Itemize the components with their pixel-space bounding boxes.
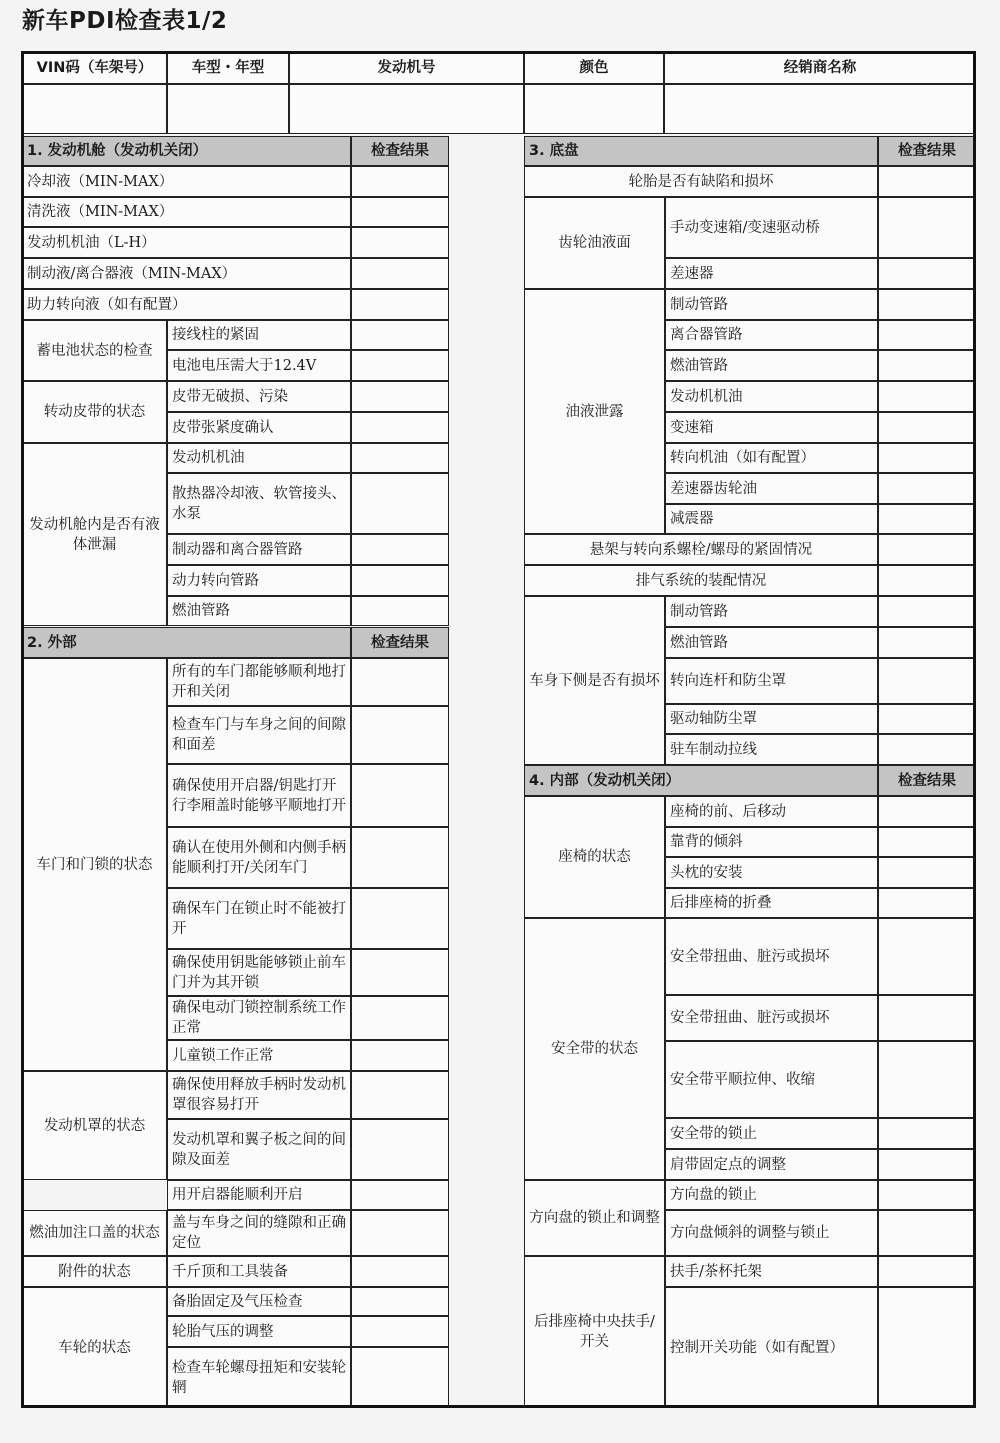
- cell-text: 发动机机油: [670, 388, 743, 405]
- cell-text: 3. 底盘: [529, 143, 579, 159]
- cell-text: 驻车制动拉线: [670, 741, 757, 758]
- cell-text: 2. 外部: [27, 634, 77, 651]
- cell-text: 方向盘的锁止: [670, 1187, 757, 1203]
- cell-text: 肩带固定点的调整: [670, 1156, 786, 1173]
- cell-text: 确保使用钥匙能够锁止前车门并为其开锁: [172, 954, 346, 991]
- cell-text: 变速箱: [670, 419, 714, 436]
- cell-text: 靠背的倾斜: [670, 834, 743, 850]
- cell-text: 制动液/离合器液（MIN-MAX）: [27, 265, 237, 282]
- cell-text: 车门和门锁的状态: [36, 856, 153, 873]
- cell-text: 差速器: [670, 265, 714, 282]
- cell-text: 1. 发动机舱（发动机关闭）: [27, 143, 208, 159]
- cell-text: 确保车门在锁止时不能被打开: [172, 900, 346, 937]
- cell-text: 座椅的状态: [558, 849, 631, 865]
- cell-text: 安全带扭曲、脏污或损坏: [670, 948, 830, 965]
- cell-text: 发动机号: [377, 60, 436, 76]
- cell-text: 检查结果: [371, 634, 429, 651]
- cell-text: 轮胎气压的调整: [172, 1323, 274, 1340]
- cell-text: 发动机罩和翼子板之间的间隙及面差: [172, 1131, 346, 1168]
- cell-text: 发动机舱内是否有液体泄漏: [29, 516, 160, 553]
- cell-text: 燃油管路: [172, 603, 230, 619]
- cell-text: 驱动轴防尘罩: [670, 711, 757, 727]
- cell-text: 检查结果: [371, 143, 429, 159]
- cell-text: 安全带平顺拉伸、收缩: [670, 1071, 815, 1088]
- cell-text: 后排座椅的折叠: [670, 895, 772, 911]
- cell-text: 冷却液（MIN-MAX）: [27, 173, 174, 190]
- cell-text: 控制开关功能（如有配置）: [670, 1339, 844, 1356]
- cell-text: 差速器齿轮油: [670, 480, 757, 497]
- cell-text: 发动机机油（L-H）: [27, 234, 156, 251]
- cell-text: 头枕的安装: [670, 864, 743, 881]
- cell-text: 方向盘的锁止和调整: [529, 1210, 660, 1226]
- cell-text: 盖与车身之间的缝隙和正确定位: [172, 1215, 346, 1251]
- cell-text: 齿轮油液面: [558, 235, 631, 251]
- cell-text: 座椅的前、后移动: [670, 803, 786, 820]
- cell-text: 车轮的状态: [58, 1339, 131, 1356]
- cell-text: 接线柱的紧固: [172, 327, 259, 343]
- cell-text: 油液泄露: [565, 403, 624, 420]
- cell-text: 车型・年型: [191, 60, 265, 76]
- cell-text: 制动器和离合器管路: [172, 541, 303, 558]
- cell-text: 动力转向管路: [172, 572, 259, 589]
- table-frame: [21, 51, 976, 1408]
- cell-text: 转动皮带的状态: [43, 404, 146, 420]
- cell-text: 皮带张紧度确认: [172, 419, 274, 436]
- cell-text: 皮带无破损、污染: [172, 388, 288, 405]
- cell-text: 转向连杆和防尘罩: [670, 673, 786, 689]
- cell-text: 转向机油（如有配置）: [670, 450, 815, 466]
- cell-text: 燃油管路: [670, 357, 728, 374]
- cell-text: 确保电动门锁控制系统工作正常: [172, 1000, 346, 1036]
- cell-text: 确认在使用外侧和内侧手柄能顺利打开/关闭车门: [172, 839, 346, 876]
- cell-text: 4. 内部（发动机关闭）: [529, 772, 681, 789]
- page-title: 新车PDI检查表1/2: [22, 8, 228, 34]
- cell-text: VIN码（车架号）: [36, 60, 153, 76]
- cell-text: 轮胎是否有缺陷和损坏: [628, 173, 774, 190]
- cell-text: 经销商名称: [783, 60, 857, 76]
- cell-text: 制动管路: [670, 603, 728, 620]
- cell-text: 悬架与转向系螺栓/螺母的紧固情况: [589, 541, 813, 558]
- cell-text: 扶手/茶杯托架: [670, 1263, 762, 1280]
- cell-text: 用开启器能顺利开启: [172, 1187, 303, 1203]
- cell-text: 车身下侧是否有损坏: [529, 672, 660, 689]
- cell-text: 蓄电池状态的检查: [36, 342, 153, 359]
- cell-text: 检查车门与车身之间的间隙和面差: [172, 717, 346, 753]
- cell-text: 离合器管路: [670, 327, 743, 343]
- cell-text: 安全带的锁止: [670, 1125, 757, 1142]
- cell-text: 散热器冷却液、软管接头、水泵: [172, 485, 346, 522]
- cell-text: 安全带的状态: [551, 1041, 638, 1057]
- cell-text: 颜色: [579, 60, 609, 76]
- cell-text: 燃油加注口盖的状态: [29, 1225, 160, 1241]
- cell-text: 儿童锁工作正常: [172, 1047, 274, 1064]
- cell-text: 确保使用开启器/钥匙打开行李厢盖时能够平顺地打开: [172, 777, 346, 814]
- cell-text: 发动机罩的状态: [43, 1117, 146, 1134]
- cell-text: 助力转向液（如有配置）: [27, 296, 187, 313]
- cell-text: 所有的车门都能够顺利地打开和关闭: [172, 664, 346, 700]
- cell-text: 手动变速箱/变速驱动桥: [670, 219, 820, 236]
- cell-text: 千斤顶和工具装备: [172, 1263, 288, 1280]
- cell-text: 安全带扭曲、脏污或损坏: [670, 1010, 830, 1026]
- cell-text: 确保使用释放手柄时发动机罩很容易打开: [172, 1077, 346, 1113]
- cell-text: 燃油管路: [670, 634, 728, 651]
- cell-text: 附件的状态: [58, 1263, 131, 1280]
- cell-text: 排气系统的装配情况: [635, 572, 767, 589]
- cell-text: 发动机机油: [172, 450, 245, 466]
- cell-text: 检查结果: [898, 143, 956, 159]
- cell-text: 后排座椅中央扶手/开关: [534, 1314, 655, 1350]
- cell-text: 制动管路: [670, 296, 728, 313]
- cell-text: 检查结果: [898, 772, 956, 789]
- cell-text: 检查车轮螺母扭矩和安装轮辋: [172, 1359, 346, 1396]
- cell-text: 备胎固定及气压检查: [172, 1293, 303, 1310]
- cell-text: 减震器: [670, 511, 714, 527]
- cell-text: 方向盘倾斜的调整与锁止: [670, 1225, 830, 1241]
- cell-text: 电池电压需大于12.4V: [172, 357, 317, 374]
- cell-text: 清洗液（MIN-MAX）: [27, 204, 174, 220]
